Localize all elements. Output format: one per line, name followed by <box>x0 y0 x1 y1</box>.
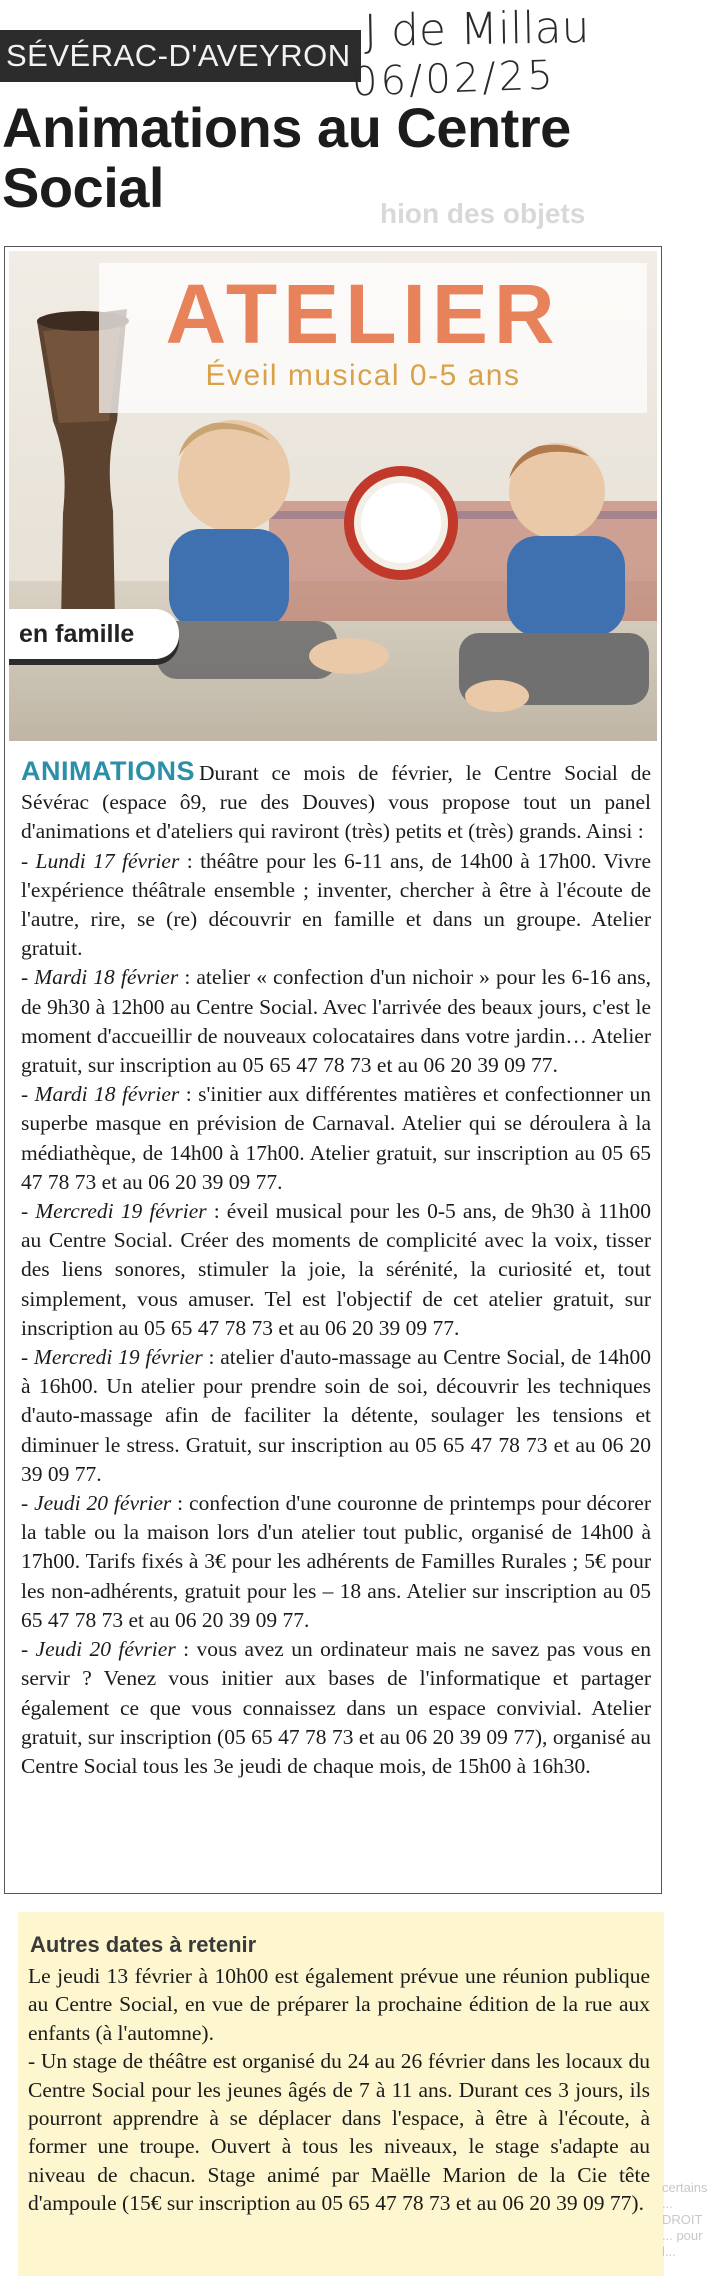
entry-date: - Jeudi 20 février <box>21 1637 176 1662</box>
list-item <box>21 1635 651 1781</box>
entry-text: : éveil musical pour les 0-5 ans, de 9h30 à 11h00 au Centre Social. Créer des moments de complicité avec la voix, tisser des liens sonores, stimuler la joie, la sérénité, la curiosité et, tout simplement, vous amuser. Tel est l'objectif de cet atelier gratuit, sur inscription au 05 65 47 78 73 et au 06 20 39 09 77. <box>21 1199 652 1340</box>
article-box <box>4 246 662 1894</box>
list-item <box>21 1343 651 1489</box>
entry-date: - Mardi 18 février <box>21 1082 180 1107</box>
entry-date: - Lundi 17 février <box>21 848 180 873</box>
entry-date: - Mardi 18 février <box>21 965 179 990</box>
list-item <box>21 1197 651 1343</box>
edge-bleed-text: certains ... DROIT ... pour l... <box>662 2180 708 2259</box>
list-item <box>21 963 651 1080</box>
section-label: SÉVÉRAC-D'AVEYRON <box>0 30 361 82</box>
list-item <box>21 1080 651 1197</box>
entry-date: - Mercredi 19 février <box>21 1199 207 1224</box>
photo-badge: en famille <box>9 609 179 659</box>
handwritten-annotation <box>352 4 652 104</box>
photo-subtitle: Éveil musical 0-5 ans <box>205 359 521 392</box>
intro-text: Durant ce mois de février, le Centre Social de Sévérac (espace ô9, rue des Douves) vous propose tout un panel d'animations et d'ateliers qui raviront (très) petits et (très) grands. Ainsi : <box>21 761 651 844</box>
article-photo <box>9 251 657 741</box>
list-item <box>21 1489 651 1635</box>
entry-text: : confection d'une couronne de printemps pour décorer la table ou la maison lors d'un atelier tout public, organisé de 14h00 à 17h00. Tarifs fixés à 3€ pour les adhérents de Familles Rurales ; 5€ pour les non-adhérents, gratuit pour les – 18 ans. Atelier sur inscription au 05 65 47 78 73 et au 06 20 39 09 77. <box>21 1491 651 1632</box>
sidebar-paragraph: - Un stage de théâtre est organisé du 24 au 26 février dans les locaux du Centre Social pour les jeunes âgés de 7 à 11 ans. Durant ces 3 jours, ils pourront apprendre à se déplacer dans l'espace, à être à l'écoute, à former une troupe. Ouvert à tous les niveaux, le stage s'adapte au niveau de chacun. Stage animé par Maëlle Marion de la Cie tête d'ampoule (15€ sur inscription au 05 65 47 78 73 et au 06 20 39 09 77). <box>28 2049 650 2216</box>
handwritten-source: J de Millau <box>363 2 590 57</box>
photo-title: ATELIER <box>165 267 561 361</box>
sidebar-paragraph: Le jeudi 13 février à 10h00 est également prévue une réunion publique au Centre Social, en vue de préparer la prochaine édition de la rue aux enfants (à l'automne). <box>28 1964 650 2045</box>
lead-word: ANIMATIONS <box>21 756 195 786</box>
handwritten-date: 06/02/25 <box>351 52 557 106</box>
entry-date: - Mercredi 19 février <box>21 1345 203 1370</box>
entry-date: - Jeudi 20 février <box>21 1491 172 1516</box>
entry-text: : atelier « confection d'un nichoir » pour les 6-16 ans, de 9h30 à 12h00 au Centre Social. Avec l'arrivée des beaux jours, c'est le moment d'accueillir de nouveaux colocataires dans votre jardin… Atelier gratuit, sur inscription au 05 65 47 78 73 et au 06 20 39 09 77. <box>21 965 651 1078</box>
article-intro <box>21 757 651 847</box>
sidebar-body <box>28 1962 650 2218</box>
sidebar-box <box>24 1912 664 2276</box>
headline: Animations au Centre Social <box>2 96 571 219</box>
article-body <box>21 757 651 1781</box>
list-item <box>21 847 651 964</box>
sidebar-title: Autres dates à retenir <box>30 1932 257 1957</box>
entry-text: : vous avez un ordinateur mais ne savez pas vous en servir ? Venez vous initier aux bases de l'informatique et partager également ce que vous connaissez dans un espace convivial. Atelier gratuit, sur inscription (05 65 47 78 73 et au 06 20 39 09 77), organisé au Centre Social tous les 3e jeudi de chaque mois, de 15h00 à 16h30. <box>21 1637 651 1778</box>
bleed-through-text: hion des objets <box>380 198 586 229</box>
entry-text: : s'initier aux différentes matières et confectionner un superbe masque en prévision de Carnaval. Atelier qui se déroulera à la médiathèque, de 14h00 à 17h00. Atelier gratuit, sur inscription au 05 65 47 78 73 et au 06 20 39 09 77. <box>21 1082 651 1194</box>
entry-text: : atelier d'auto-massage au Centre Social, de 14h00 à 16h00. Un atelier pour prendre soin de soi, découvrir les techniques d'auto-massage afin de faciliter la détente, soulager les tensions et diminuer le stress. Gratuit, sur inscription au 05 65 47 78 73 et au 06 20 39 09 77. <box>21 1345 651 1486</box>
entry-text: : théâtre pour les 6-11 ans, de 14h00 à 17h00. Vivre l'expérience théâtrale ensemble ; inventer, chercher à être à l'écoute de l'autre, rire, se (re) découvrir en famille et dans un groupe. Atelier gratuit. <box>21 848 651 961</box>
